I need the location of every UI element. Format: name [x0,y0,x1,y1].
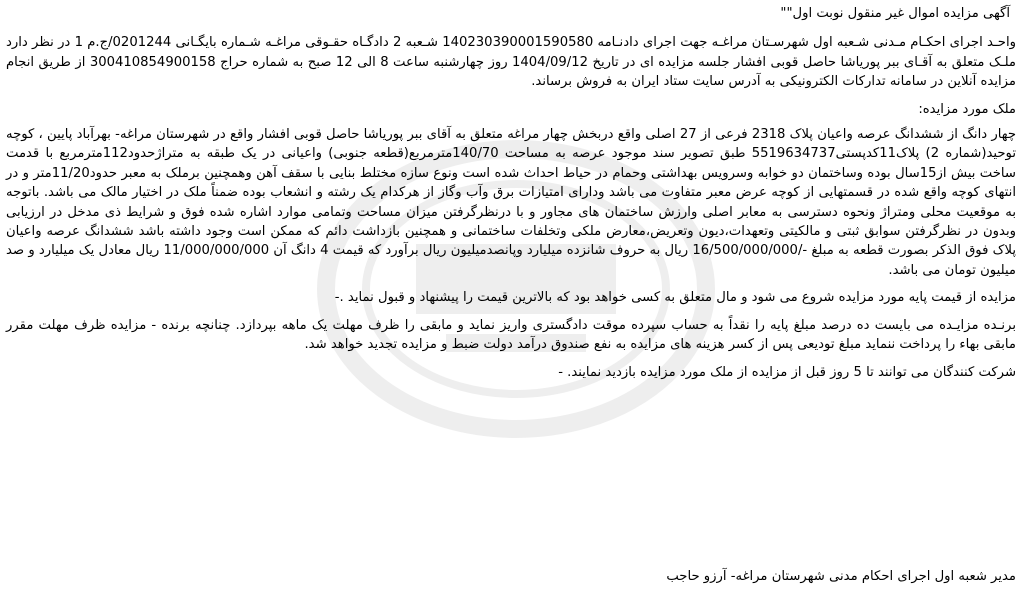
notice-page [6,4,1016,594]
property-heading: ملک مورد مزایده: [918,101,1016,117]
signature-line: مدیر شعبه اول اجرای احکام مدنی شهرستان مراغه- آرزو حاجب [666,568,1016,584]
intro-paragraph: واحـد اجرای احکـام مـدنی شـعبه اول شهرسـتان مراغـه جهت اجرای دادنـامه 140230390001590580 شـعبه 2 دادگـاه حقـوقی مراغـه شـماره بایگـانی 0201244/ج.م 1 در نظر دارد ملـک متعلق به آقـای ببر پوریاشا حاصل قوبی افشار جلسه مزایده ای در تاریخ 1404/09/12 روز چهارشنبه ساعت 8 الی 12 صبح به شماره حراج 300410854900158 از طریق انجام مزایده آنلاین در سامانه تدارکات الکترونیکی به آدرس سایت ستاد ایران به فروش برساند. [6,35,1016,90]
rule-visit: شرکت کنندگان می توانند تا 5 روز قبل از مزایده از ملک مورد مزایده بازدید نمایند. - [558,364,1016,380]
rule-start-price: مزایده از قیمت پایه مورد مزایده شروع می شود و مال متعلق به کسی خواهد بود که بالاترین قیمت را پیشنهاد و قبول نماید .- [334,290,1016,306]
property-description: چهار دانگ از ششدانگ عرصه واعیان پلاک 2318 فرعی از 27 اصلی واقع دربخش چهار مراغه متعلق به آقای ببر پوریاشا حاصل قوبی افشار واقع در شهرستان مراغه- بهرآباد پایین ، کوچه توحید(شماره 2) پلاک11کدپستی5519634737 طبق تصویر سند موجود عرصه به مساحت 140/70مترمربع(قطعه جنوبی) واعیانی در یک طبقه به متراژحدود112مترمربع با قدمت ساخت بیش از15سال بوده وساختمان دو خوابه وسرویس بهداشتی وحمام در حیاط احداث شده است ونوع سازه مختلط بنایی با سقف آهن وهمچنین برملک به معبر حدود11/20متر و در انتهای کوچه واقع شده در قسمتهایی از کوچه عرض معبر متفاوت می باشد ودارای امتیازات برق وآب وگاز از هرکدام یک رشته و انشعاب بوده ضمناً ملک در اختیار مالک می باشد. باتوجه به موقعیت محلی ومتراژ ونحوه دسترسی به معابر اصلی وارزش ساختمان های مجاور و با درنظرگرفتن میزان مساحت وتمامی موارد اشاره شده فوق و شرایط ذی مدخل در ارزیابی وبدون در نظرگرفتن سوابق ثبتی و مالکیتی وتعهدات،دیون وتعریض،معارض ملکی وتخلفات ساختمانی و همچنین بازداشت دائم که ممکن است وجود داشته باشد ششدانگ عرصه واعیان پلاک فوق الذکر بصورت قطعه به مبلغ -/16/500/000/000 ریال به حروف شانزده میلیارد وپانصدمیلیون ریال برآورد که قیمت 4 دانگ آن 11/000/000/000 ریال معادل یک میلیارد و صد میلیون تومان می باشد. [6,127,1016,278]
notice-title: آگهی مزایده اموال غیر منقول نوبت اول"" [780,6,1010,21]
rule-deposit: برنـده مزایـده می بایست ده درصد مبلغ پایه را نقداً به حساب سپرده موقت دادگستری واریز نماید و مابقی را ظرف مهلت یک ماهه بپردازد. چنانچه برنده - مزایده ظرف مهلت مقرر مابقی بهاء را پرداخت ننماید مبلغ تودیعی پس از کسر هزینه های مزایده به نفع صندوق درآمد دولت ضبط و مزایده تجدید خواهد شد. [6,317,1016,353]
